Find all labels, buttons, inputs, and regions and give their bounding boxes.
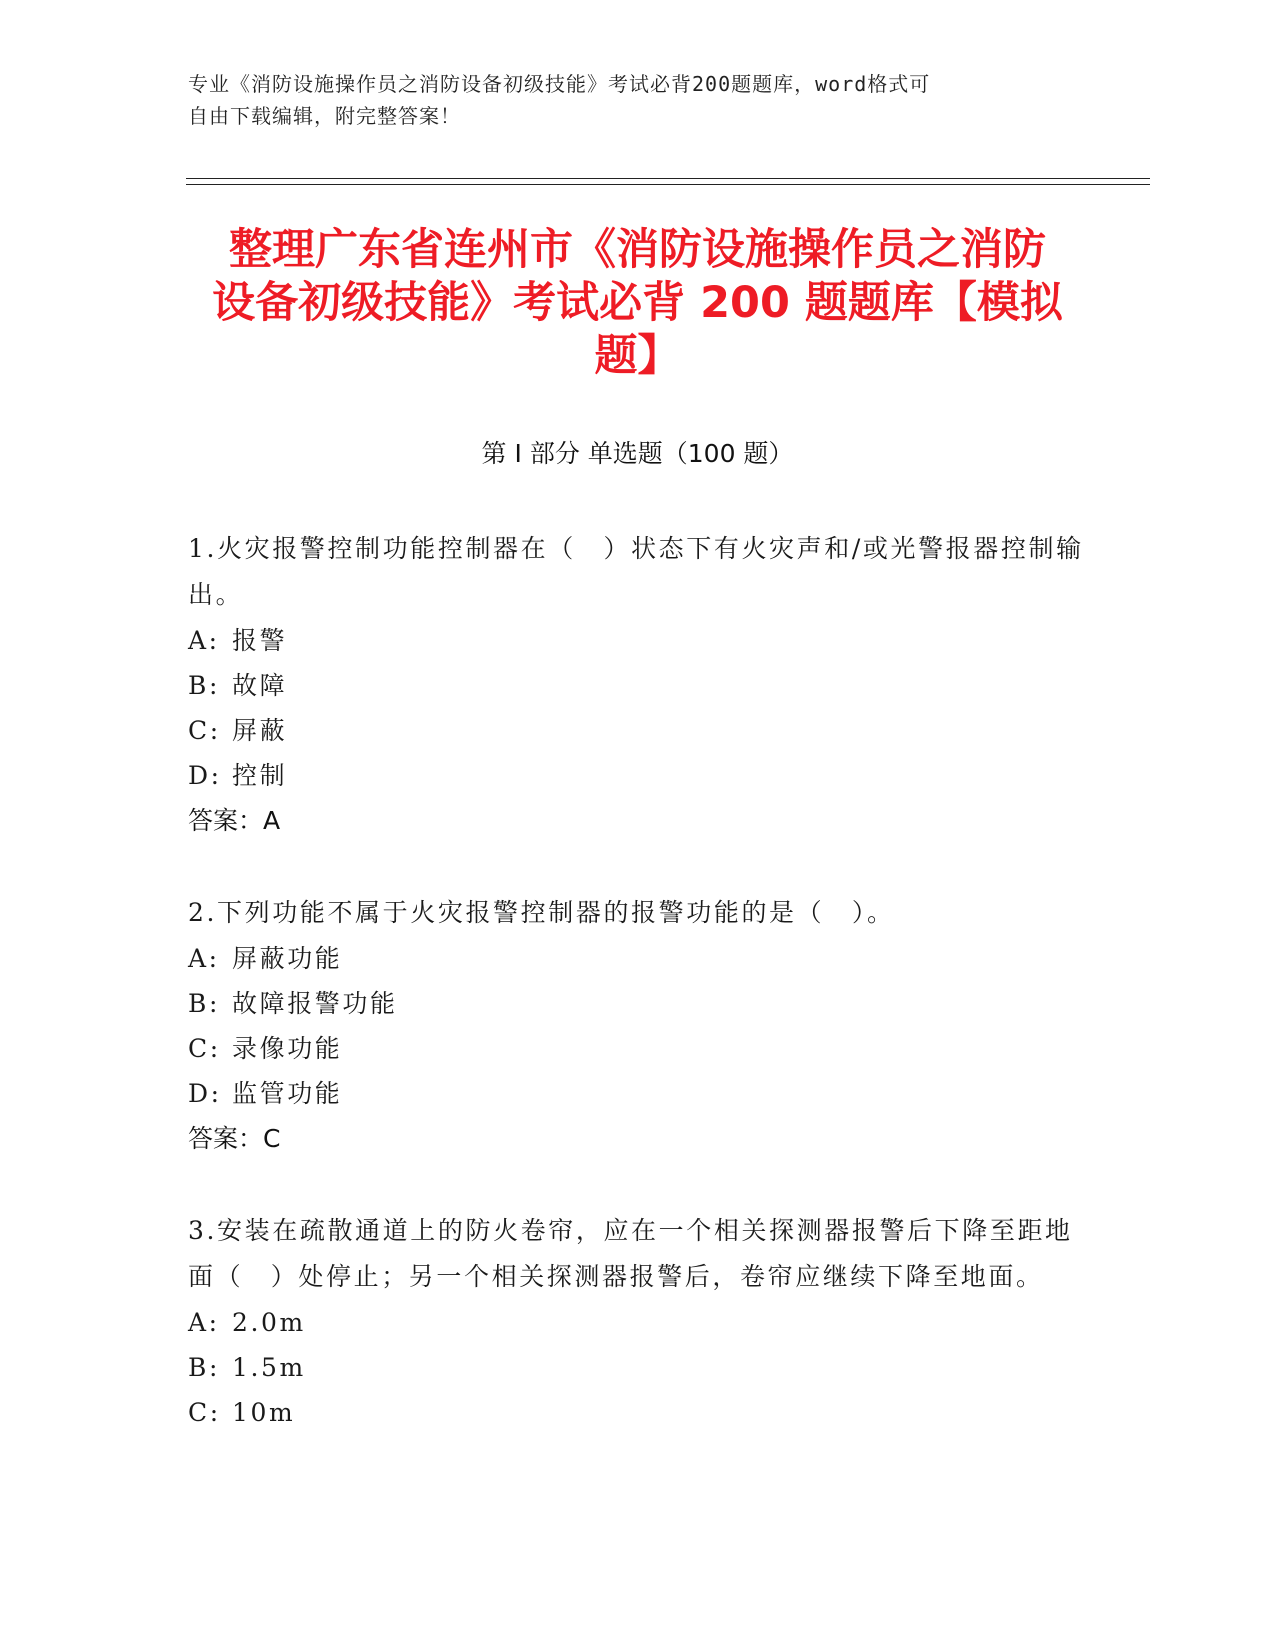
option-text: 报警 [232, 626, 288, 655]
question-stem: 1.火灾报警控制功能控制器在（ ）状态下有火灾声和/或光警报器控制输出。 [188, 534, 1084, 609]
option-text: 屏蔽功能 [232, 944, 343, 973]
title-line-1: 整理广东省连州市《消防设施操作员之消防 [229, 225, 1046, 275]
option-text: 故障 [232, 671, 288, 700]
option-key: D: [188, 1079, 222, 1108]
title-line-3: 题】 [594, 331, 681, 381]
question-option [188, 618, 1088, 663]
header-note-line-2: 自由下载编辑，附完整答案！ [188, 104, 461, 128]
option-key: A: [188, 1308, 220, 1337]
document-header-note [188, 68, 1068, 132]
document-title [170, 224, 1105, 383]
question-item [188, 890, 1088, 1162]
option-key: B: [188, 1353, 220, 1382]
question-stem: 3.安装在疏散通道上的防火卷帘，应在一个相关探测器报警后下降至距地面（ ）处停止；另一个相关探测器报警后，卷帘应继续下降至地面。 [188, 1216, 1073, 1291]
option-key: A: [188, 626, 220, 655]
header-note-line-1: 专业《消防设施操作员之消防设备初级技能》考试必背200题题库，word格式可 [188, 72, 931, 96]
question-option [188, 936, 1088, 981]
option-text: 录像功能 [232, 1034, 343, 1063]
option-text: 故障报警功能 [232, 989, 398, 1018]
question-option [188, 753, 1088, 798]
header-divider-bottom [186, 184, 1150, 185]
question-answer: 答案：A [188, 806, 281, 835]
question-stem: 2.下列功能不属于火灾报警控制器的报警功能的是（ ）。 [188, 898, 895, 927]
question-option [188, 663, 1088, 708]
option-key: C: [188, 716, 221, 745]
option-text: 1.5m [232, 1353, 306, 1382]
question-option [188, 1026, 1088, 1071]
question-option [188, 1390, 1088, 1435]
option-key: A: [188, 944, 220, 973]
option-key: C: [188, 1398, 221, 1427]
title-line-2: 设备初级技能》考试必背 200 题题库【模拟 [212, 278, 1063, 328]
option-text: 10m [232, 1398, 296, 1427]
section-heading: 第 I 部分 单选题（100 题） [481, 439, 794, 468]
question-option [188, 981, 1088, 1026]
option-key: C: [188, 1034, 221, 1063]
option-text: 监管功能 [232, 1079, 343, 1108]
question-item [188, 1208, 1088, 1435]
question-answer: 答案：C [188, 1124, 281, 1153]
option-key: D: [188, 761, 222, 790]
option-key: B: [188, 989, 220, 1018]
question-item [188, 526, 1088, 844]
question-list [188, 526, 1088, 1481]
question-option [188, 1345, 1088, 1390]
question-option [188, 1071, 1088, 1116]
option-text: 控制 [232, 761, 288, 790]
question-option [188, 1300, 1088, 1345]
header-divider-top [186, 178, 1150, 179]
option-text: 2.0m [232, 1308, 306, 1337]
option-key: B: [188, 671, 220, 700]
option-text: 屏蔽 [232, 716, 288, 745]
question-option [188, 708, 1088, 753]
